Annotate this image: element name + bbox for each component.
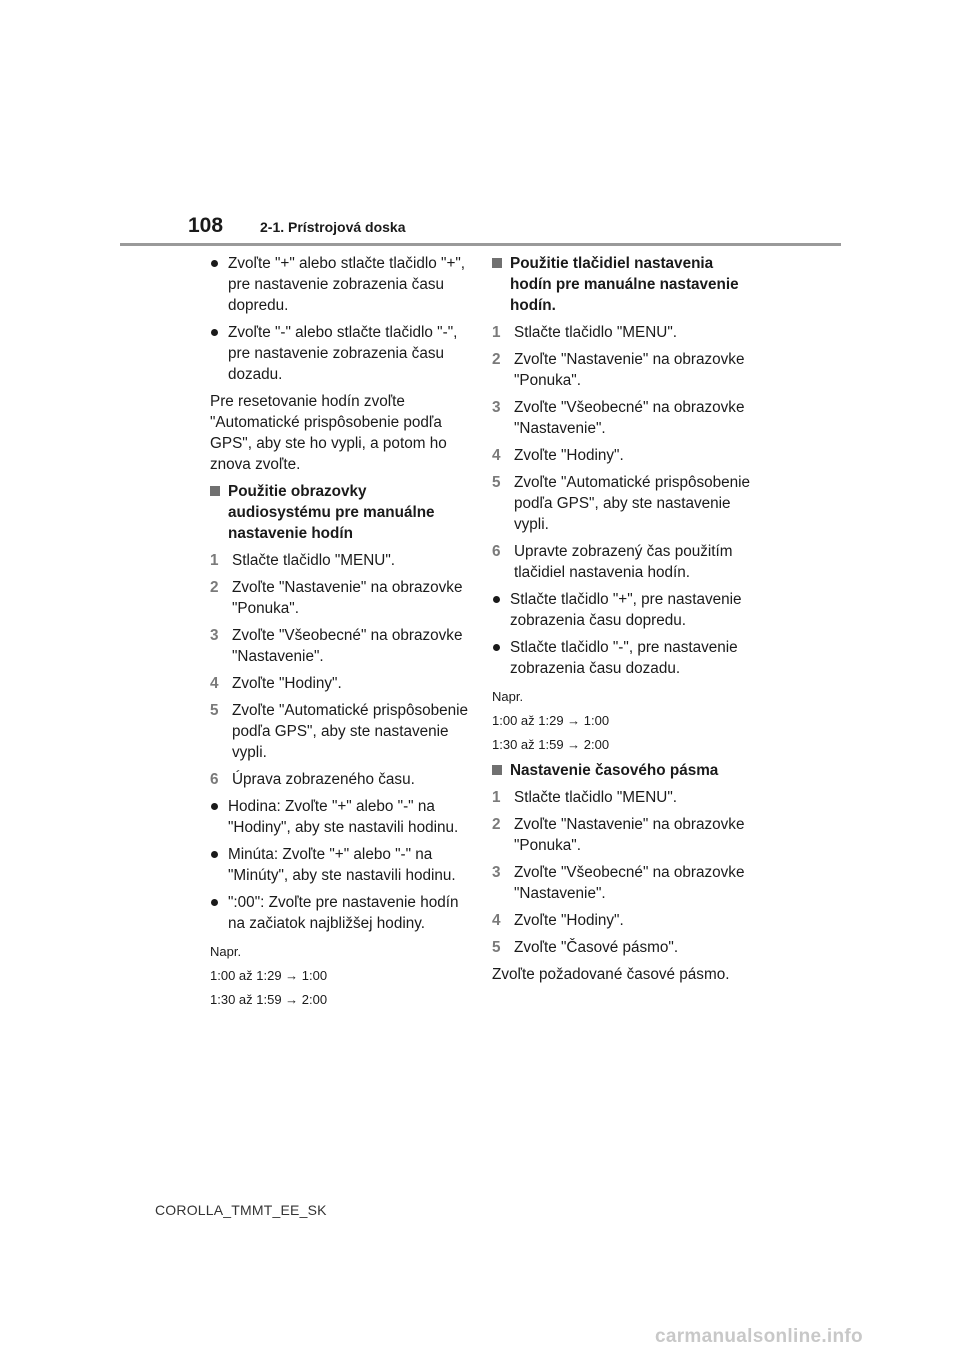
step-item	[492, 787, 754, 808]
bullet-text: ":00": Zvoľte pre nastavenie hodín na začiatok najbližšej hodiny.	[228, 894, 459, 932]
step-number: 5	[492, 939, 501, 956]
bullet-text: Hodina: Zvoľte "+" alebo "-" na "Hodiny", aby ste nastavili hodinu.	[228, 798, 459, 836]
step-text: Zvoľte "Automatické prispôsobenie podľa GPS", aby ste nastavenie vypli.	[232, 702, 469, 761]
step-number: 4	[492, 447, 501, 464]
square-icon	[492, 258, 502, 268]
step-number: 1	[492, 789, 501, 806]
step-text: Zvoľte "Hodiny".	[232, 675, 342, 692]
step-item	[210, 625, 472, 667]
bullet-icon	[211, 851, 218, 858]
bullet-icon	[493, 644, 500, 651]
list-item	[210, 796, 472, 838]
bullet-icon	[493, 596, 500, 603]
paragraph: Zvoľte požadované časové pásmo.	[492, 966, 730, 983]
step-text: Úprava zobrazeného času.	[232, 771, 415, 788]
step-item	[210, 550, 472, 571]
step-item	[492, 541, 754, 583]
step-item	[492, 349, 754, 391]
bullet-text: Zvoľte "-" alebo stlačte tlačidlo "-", pre nastavenie zobrazenia času dozadu.	[228, 324, 458, 383]
bullet-icon	[211, 329, 218, 336]
step-text: Zvoľte "Nastavenie" na obrazovke "Ponuka".	[514, 816, 745, 854]
step-number: 3	[492, 864, 501, 881]
step-number: 4	[492, 912, 501, 929]
step-item	[492, 322, 754, 343]
step-number: 5	[492, 474, 501, 491]
step-item	[210, 769, 472, 790]
example-line: 1:30 až 1:59 → 2:00	[210, 992, 328, 1007]
bullet-text: Zvoľte "+" alebo stlačte tlačidlo "+", pre nastavenie zobrazenia času dopredu.	[228, 255, 466, 314]
subheading-text: Použitie obrazovky audiosystému pre manuálne nastavenie hodín	[228, 483, 435, 542]
section-title: 2-1. Prístrojová doska	[260, 219, 406, 235]
bullet-text: Minúta: Zvoľte "+" alebo "-" na "Minúty", aby ste nastavili hodinu.	[228, 846, 456, 884]
list-item	[210, 892, 472, 934]
step-item	[210, 577, 472, 619]
example-line: 1:30 až 1:59 → 2:00	[492, 737, 610, 752]
bullet-text: Stlačte tlačidlo "-", pre nastavenie zobrazenia času dozadu.	[510, 639, 738, 677]
step-item	[492, 472, 754, 535]
step-text: Stlačte tlačidlo "MENU".	[514, 789, 678, 806]
subheading-text: Nastavenie časového pásma	[510, 762, 719, 779]
document-code: COROLLA_TMMT_EE_SK	[155, 1202, 327, 1218]
example-label: Napr.	[492, 689, 524, 704]
subheading	[210, 481, 472, 544]
step-number: 3	[210, 627, 219, 644]
list-item	[492, 589, 754, 631]
example-label: Napr.	[210, 944, 242, 959]
bullet-text: Stlačte tlačidlo "+", pre nastavenie zobrazenia času dopredu.	[510, 591, 742, 629]
step-text: Zvoľte "Všeobecné" na obrazovke "Nastavenie".	[232, 627, 463, 665]
step-text: Zvoľte "Všeobecné" na obrazovke "Nastavenie".	[514, 399, 745, 437]
page-number: 108	[188, 214, 224, 237]
step-number: 6	[210, 771, 219, 788]
step-number: 2	[492, 816, 501, 833]
step-number: 2	[210, 579, 219, 596]
bullet-icon	[211, 899, 218, 906]
step-text: Zvoľte "Hodiny".	[514, 912, 624, 929]
step-number: 1	[492, 324, 501, 341]
step-number: 2	[492, 351, 501, 368]
step-text: Zvoľte "Nastavenie" na obrazovke "Ponuka".	[232, 579, 463, 617]
step-text: Zvoľte "Všeobecné" na obrazovke "Nastavenie".	[514, 864, 745, 902]
step-number: 1	[210, 552, 219, 569]
step-item	[210, 673, 472, 694]
step-number: 6	[492, 543, 501, 560]
step-item	[492, 814, 754, 856]
bullet-icon	[211, 260, 218, 267]
step-item	[492, 910, 754, 931]
list-item	[210, 844, 472, 886]
square-icon	[210, 486, 220, 496]
subheading	[492, 760, 754, 781]
step-text: Zvoľte "Automatické prispôsobenie podľa GPS", aby ste nastavenie vypli.	[514, 474, 751, 533]
watermark: carmanualsonline.info	[655, 1326, 863, 1347]
paragraph: Pre resetovanie hodín zvoľte "Automatické prispôsobenie podľa GPS", aby ste ho vypli, a potom ho znova zvoľte.	[210, 393, 447, 473]
step-item	[492, 937, 754, 958]
step-text: Zvoľte "Nastavenie" na obrazovke "Ponuka".	[514, 351, 745, 389]
right-column	[492, 253, 754, 991]
subheading-text: Použitie tlačidiel nastavenia hodín pre manuálne nastavenie hodín.	[510, 255, 739, 314]
example-line: 1:00 až 1:29 → 1:00	[492, 713, 610, 728]
list-item	[210, 322, 472, 385]
step-text: Upravte zobrazený čas použitím tlačidiel nastavenia hodín.	[514, 543, 733, 581]
step-number: 5	[210, 702, 219, 719]
step-number: 4	[210, 675, 219, 692]
step-item	[492, 445, 754, 466]
square-icon	[492, 765, 502, 775]
step-text: Stlačte tlačidlo "MENU".	[232, 552, 396, 569]
step-item	[492, 862, 754, 904]
step-number: 3	[492, 399, 501, 416]
step-item	[492, 397, 754, 439]
list-item	[492, 637, 754, 679]
step-text: Zvoľte "Hodiny".	[514, 447, 624, 464]
step-item	[210, 700, 472, 763]
step-text: Stlačte tlačidlo "MENU".	[514, 324, 678, 341]
left-column	[210, 253, 472, 1015]
step-text: Zvoľte "Časové pásmo".	[514, 939, 679, 956]
list-item	[210, 253, 472, 316]
bullet-icon	[211, 803, 218, 810]
header-rule	[120, 243, 841, 246]
subheading	[492, 253, 754, 316]
example-line: 1:00 až 1:29 → 1:00	[210, 968, 328, 983]
